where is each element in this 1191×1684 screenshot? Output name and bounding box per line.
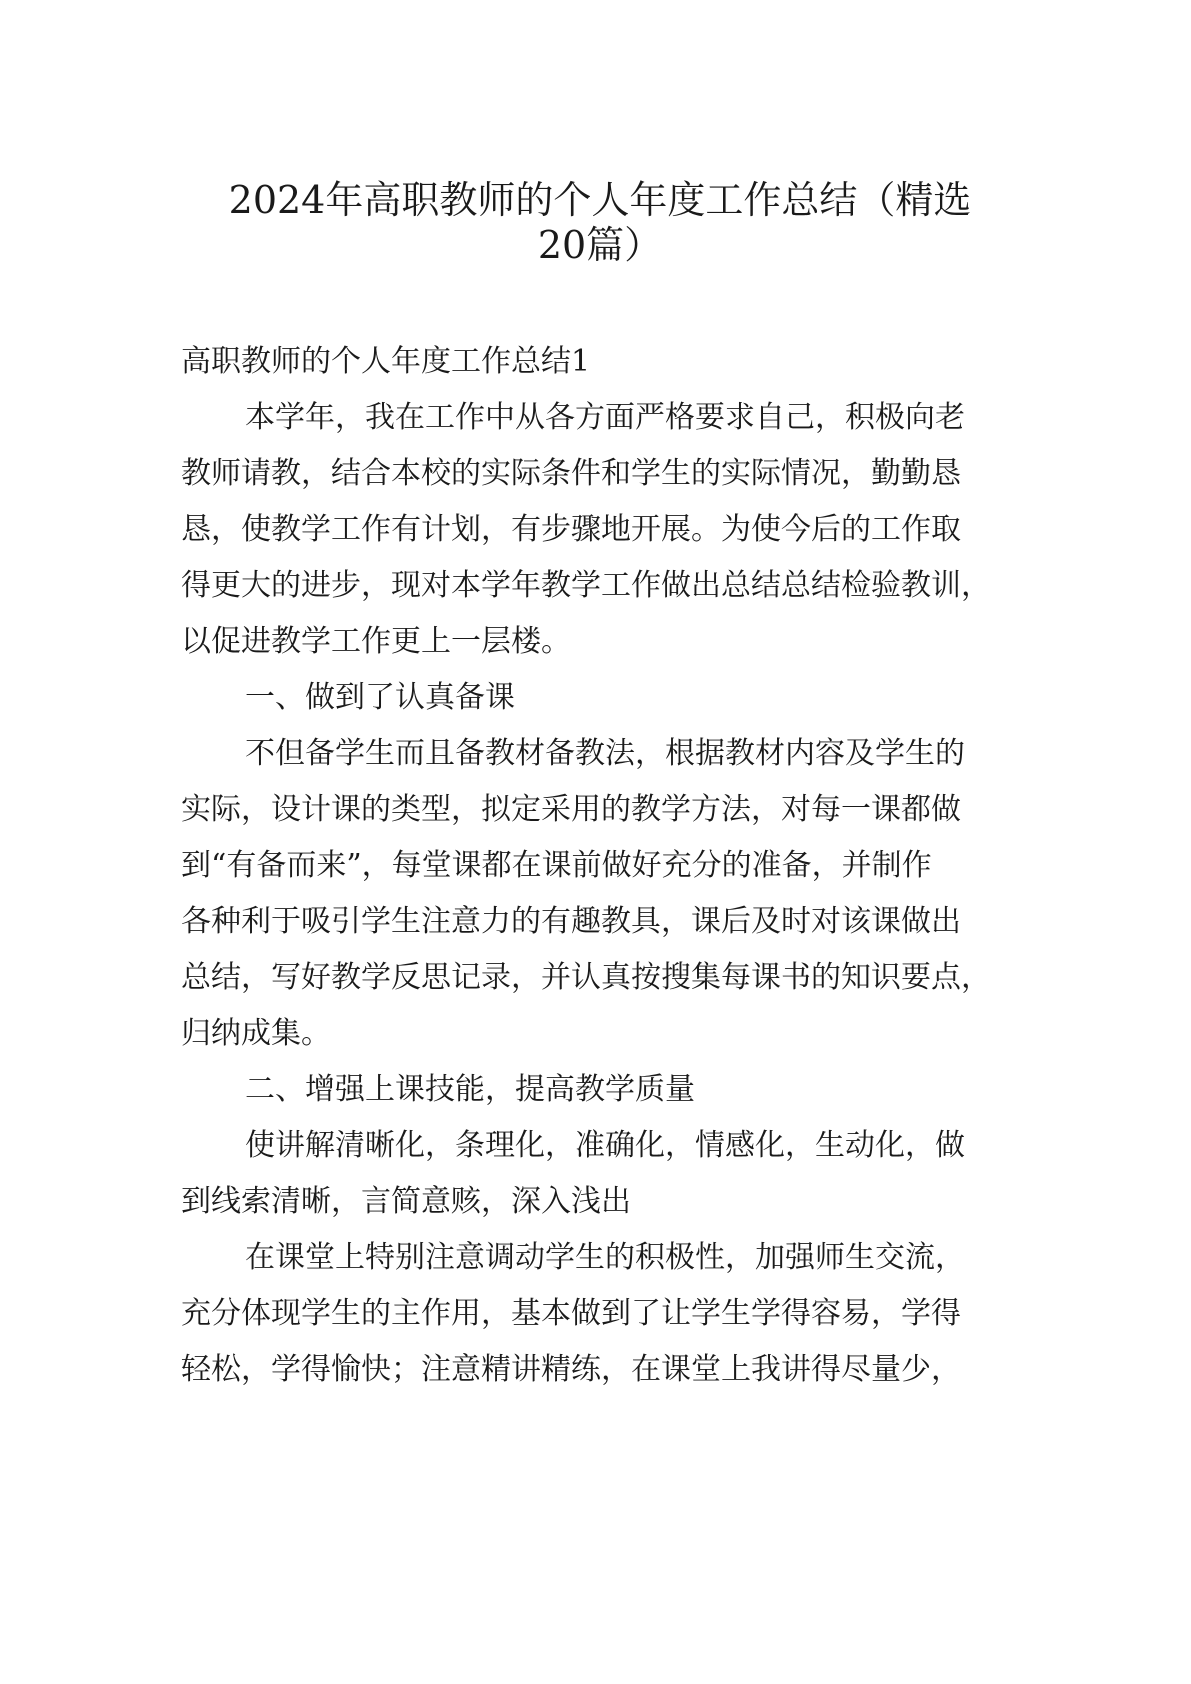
paragraph-line: 得更大的进步，现对本学年教学工作做出总结总结检验教训， [181,568,991,603]
paragraph-line: 充分体现学生的主作用，基本做到了让学生学得容易，学得 [181,1296,961,1331]
subheading: 一、做到了认真备课 [245,680,515,715]
paragraph-line: 恳，使教学工作有计划，有步骤地开展。为使今后的工作取 [181,512,961,547]
document-title-line-2: 20篇） [537,223,663,267]
paragraph-line: 总结，写好教学反思记录，并认真按搜集每课书的知识要点， [181,960,991,995]
paragraph-line: 实际，设计课的类型，拟定采用的教学方法，对每一课都做 [181,792,961,827]
paragraph-line: 以促进教学工作更上一层楼。 [181,624,571,659]
paragraph-line: 在课堂上特别注意调动学生的积极性，加强师生交流， [245,1240,965,1275]
paragraph-line: 各种利于吸引学生注意力的有趣教具，课后及时对该课做出 [181,904,961,939]
paragraph-line: 归纳成集。 [181,1016,331,1051]
section-heading: 高职教师的个人年度工作总结1 [181,344,591,379]
paragraph-line: 本学年，我在工作中从各方面严格要求自己，积极向老 [245,400,965,435]
paragraph-line: 不但备学生而且备教材备教法，根据教材内容及学生的 [245,736,965,771]
document-title-line-1: 2024年高职教师的个人年度工作总结（精选 [228,178,972,222]
paragraph-line: 到线索清晰，言简意赅，深入浅出 [181,1184,631,1219]
subheading: 二、增强上课技能，提高教学质量 [245,1072,695,1107]
paragraph-line: 轻松，学得愉快；注意精讲精练，在课堂上我讲得尽量少， [181,1352,961,1387]
paragraph-line: 到“有备而来”，每堂课都在课前做好充分的准备，并制作 [181,848,932,883]
paragraph-line: 使讲解清晰化，条理化，准确化，情感化，生动化，做 [245,1128,965,1163]
paragraph-line: 教师请教，结合本校的实际条件和学生的实际情况，勤勤恳 [181,456,961,491]
